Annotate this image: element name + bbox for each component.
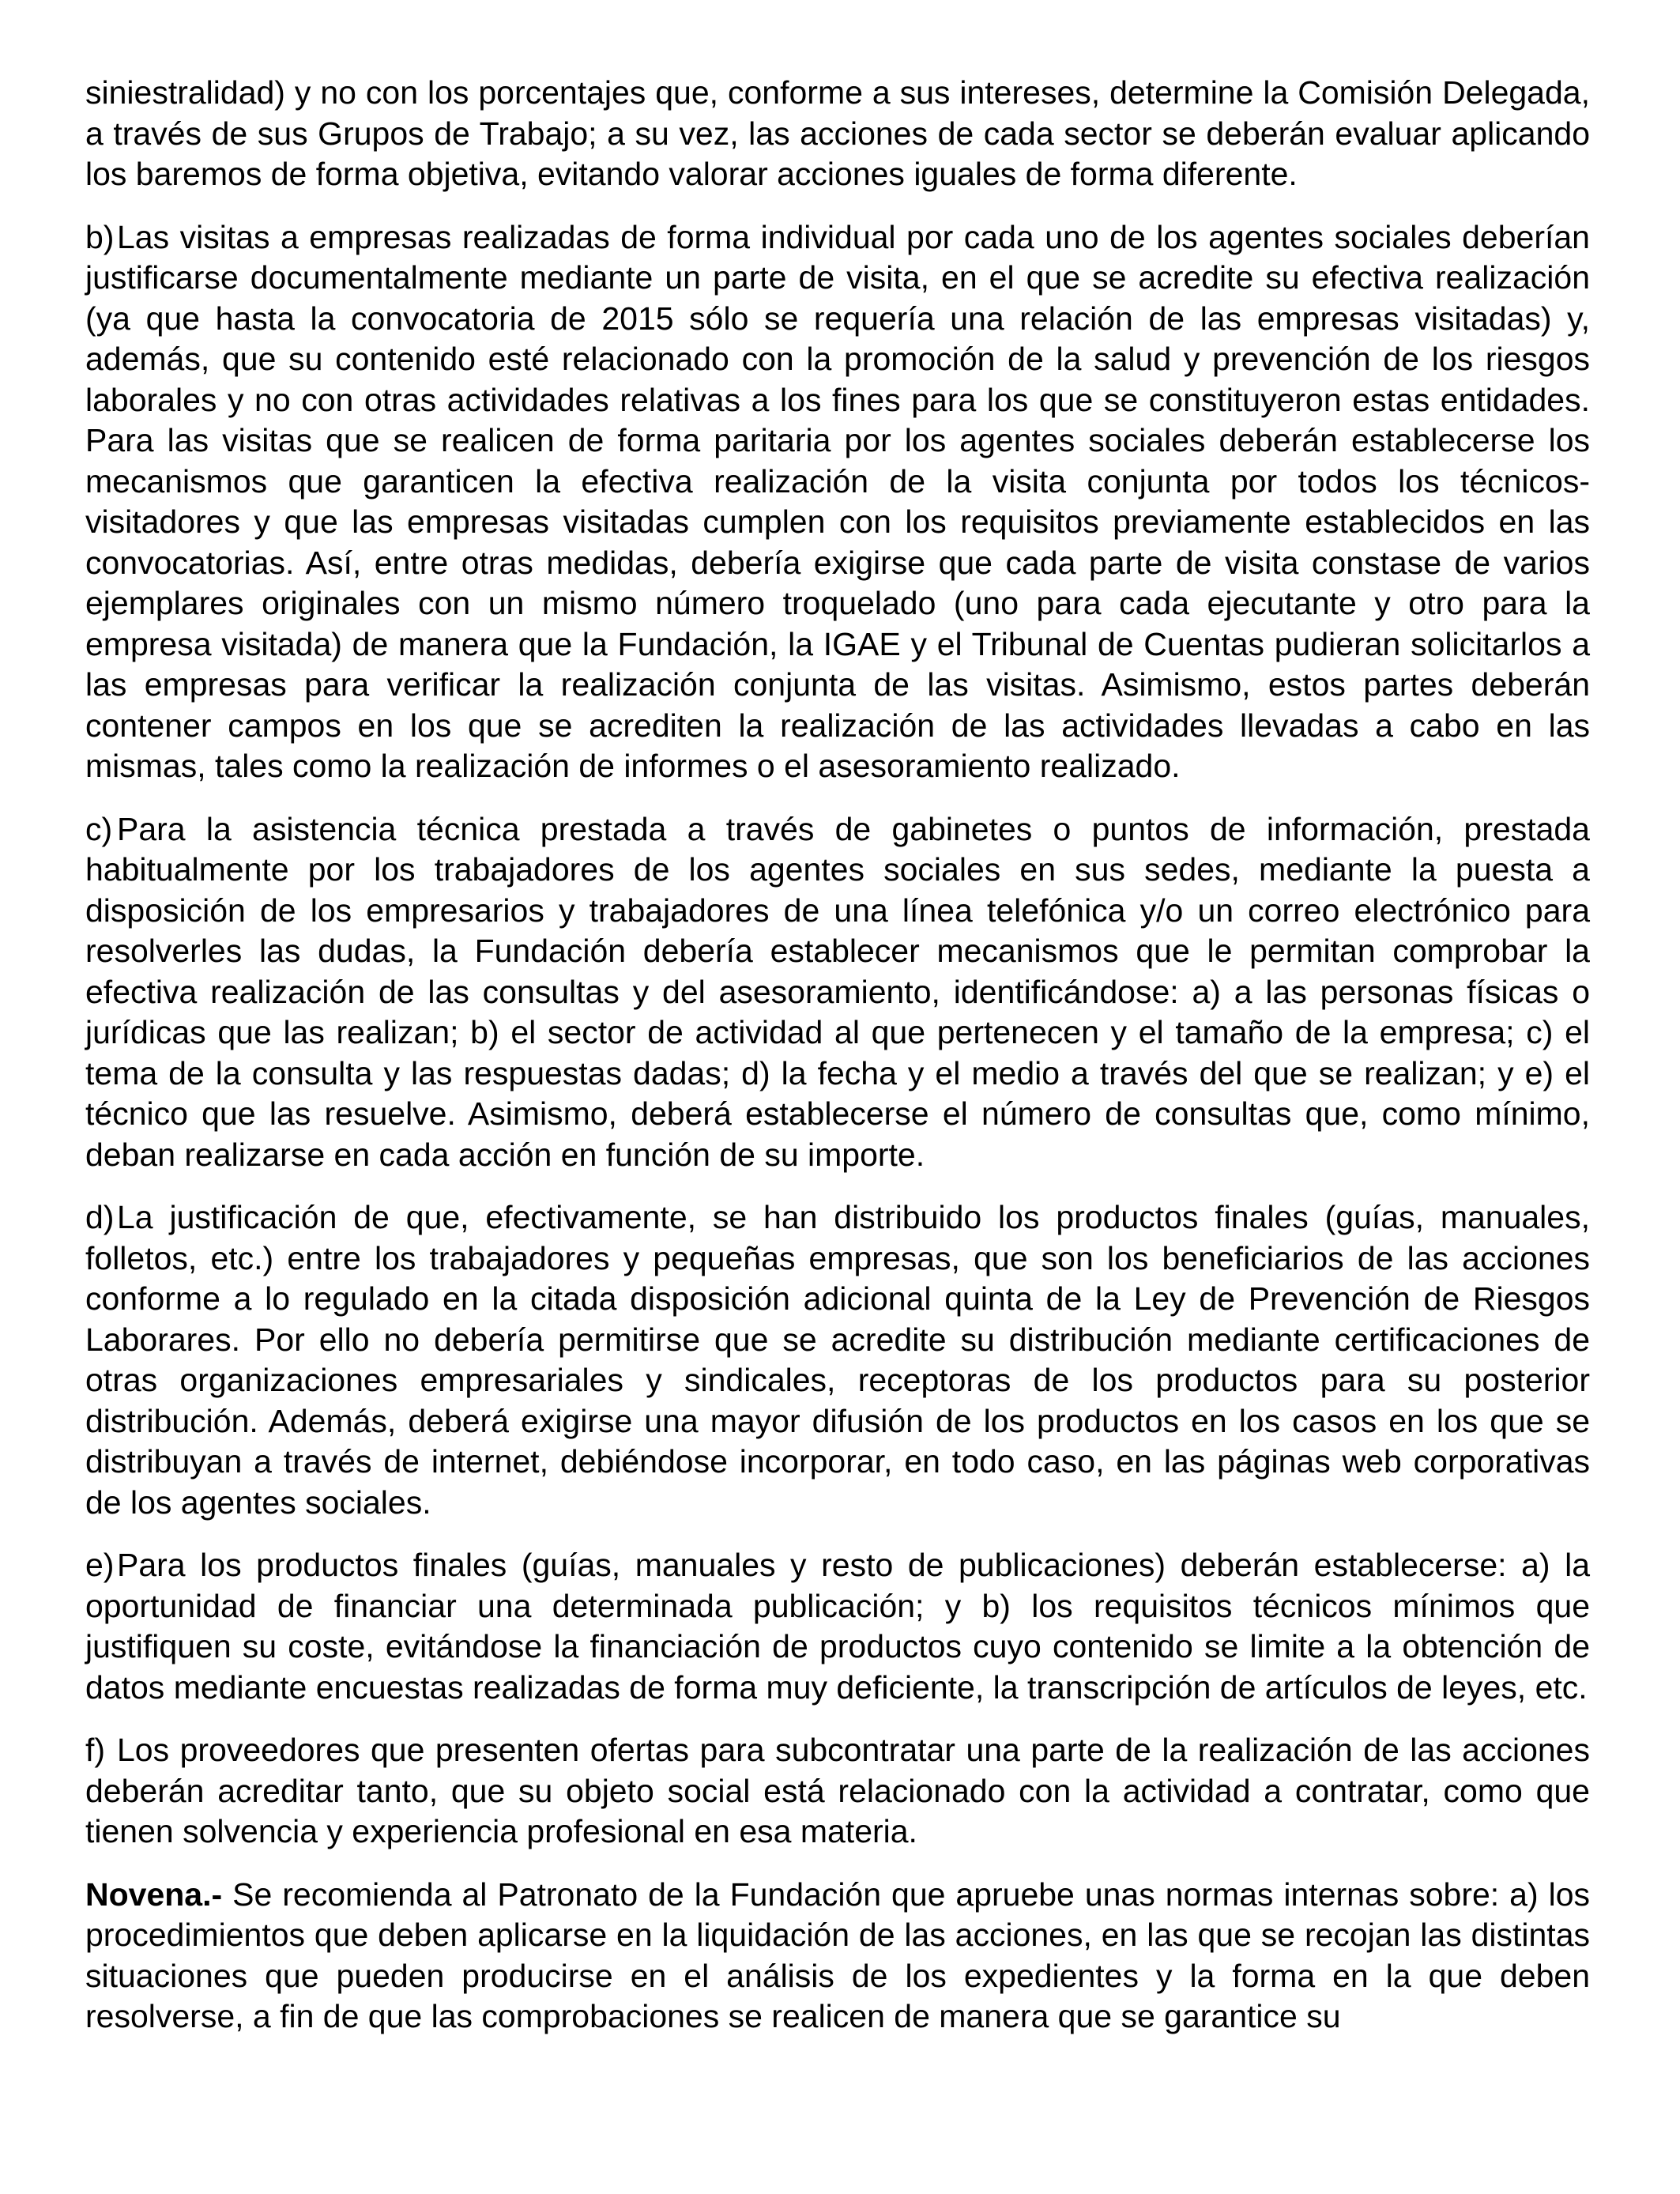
- paragraph-d: [85, 1197, 1590, 1523]
- list-marker: b): [85, 218, 115, 255]
- list-marker: d): [85, 1199, 115, 1235]
- paragraph-continuation: [85, 73, 1590, 195]
- list-marker: e): [85, 1547, 115, 1583]
- paragraph-text: Los proveedores que presenten ofertas para subcontratar una parte de la realización de las acciones deberán acreditar tanto, que su objeto social está relacionado con la actividad a contratar, como que tienen solvencia y experiencia profesional en esa materia.: [85, 1732, 1590, 1849]
- paragraph-e: [85, 1545, 1590, 1708]
- paragraph-c: [85, 809, 1590, 1176]
- list-marker: f): [85, 1732, 106, 1768]
- document-body: [85, 73, 1590, 2060]
- paragraph-novena: [85, 1875, 1590, 2038]
- paragraph-text: Para la asistencia técnica prestada a través de gabinetes o puntos de información, prestada habitualmente por los trabajadores de los agentes sociales en sus sedes, mediante la puesta a disposición de los empresarios y trabajadores de una línea telefónica y/o un correo electrónico para resolverles las dudas, la Fundación debería establecer mecanismos que le permitan comprobar la efectiva realización de las consultas y del asesoramiento, identificándose: a) a las personas físicas o jurídicas que las realizan; b) el sector de actividad al que pertenecen y el tamaño de la empresa; c) el tema de la consulta y las respuestas dadas; d) la fecha y el medio a través del que se realizan; y e) el técnico que las resuelve. Asimismo, deberá establecerse el número de consultas que, como mínimo, deban realizarse en cada acción en función de su importe.: [85, 810, 1590, 1173]
- paragraph-f: [85, 1730, 1590, 1853]
- recommendation-heading: Novena.-: [85, 1875, 223, 1913]
- paragraph-text: La justificación de que, efectivamente, se han distribuido los productos finales (guías, manuales, folletos, etc.) entre los trabajadores y pequeñas empresas, que son los beneficiarios de las acciones conforme a lo regulado en la citada disposición adicional quinta de la Ley de Prevención de Riesgos Laborares. Por ello no debería permitirse que se acredite su distribución mediante certificaciones de otras organizaciones empresariales y sindicales, receptoras de los productos para su posterior distribución. Además, deberá exigirse una mayor difusión de los productos en los casos en los que se distribuyan a través de internet, debiéndose incorporar, en todo caso, en las páginas web corporativas de los agentes sociales.: [85, 1199, 1590, 1521]
- paragraph-text: Se recomienda al Patronato de la Fundación que apruebe unas normas internas sobre: a) los procedimientos que deben aplicarse en la liquidación de las acciones, en las que se recojan las distintas situaciones que pueden producirse en el análisis de los expedientes y la forma en la que deben resolverse, a fin de que las comprobaciones se realicen de manera que se garantice su: [85, 1875, 1590, 2034]
- paragraph-b: [85, 217, 1590, 787]
- list-marker: c): [85, 810, 113, 847]
- paragraph-text: Las visitas a empresas realizadas de forma individual por cada uno de los agentes sociales deberían justificarse documentalmente mediante un parte de visita, en el que se acredite su efectiva realización (ya que hasta la convocatoria de 2015 sólo se requería una relación de las empresas visitadas) y, además, que su contenido esté relacionado con la promoción de la salud y prevención de los riesgos laborales y no con otras actividades relativas a los fines para los que se constituyeron estas entidades. Para las visitas que se realicen de forma paritaria por los agentes sociales deberán establecerse los mecanismos que garanticen la efectiva realización de la visita conjunta por todos los técnicos-visitadores y que las empresas visitadas cumplen con los requisitos previamente establecidos en las convocatorias. Así, entre otras medidas, debería exigirse que cada parte de visita constase de varios ejemplares originales con un mismo número troquelado (uno para cada ejecutante y otro para la empresa visitada) de manera que la Fundación, la IGAE y el Tribunal de Cuentas pudieran solicitarlos a las empresas para verificar la realización conjunta de las visitas. Asimismo, estos partes deberán contener campos en los que se acrediten la realización de las actividades llevadas a cabo en las mismas, tales como la realización de informes o el asesoramiento realizado.: [85, 218, 1590, 784]
- paragraph-text: Para los productos finales (guías, manuales y resto de publicaciones) deberán establecerse: a) la oportunidad de financiar una determinada publicación; y b) los requisitos técnicos mínimos que justifiquen su coste, evitándose la financiación de productos cuyo contenido se limite a la obtención de datos mediante encuestas realizadas de forma muy deficiente, la transcripción de artículos de leyes, etc.: [85, 1547, 1590, 1706]
- paragraph-text: siniestralidad) y no con los porcentajes que, conforme a sus intereses, determine la Comisión Delegada, a través de sus Grupos de Trabajo; a su vez, las acciones de cada sector se deberán evaluar aplicando los baremos de forma objetiva, evitando valorar acciones iguales de forma diferente.: [85, 74, 1590, 192]
